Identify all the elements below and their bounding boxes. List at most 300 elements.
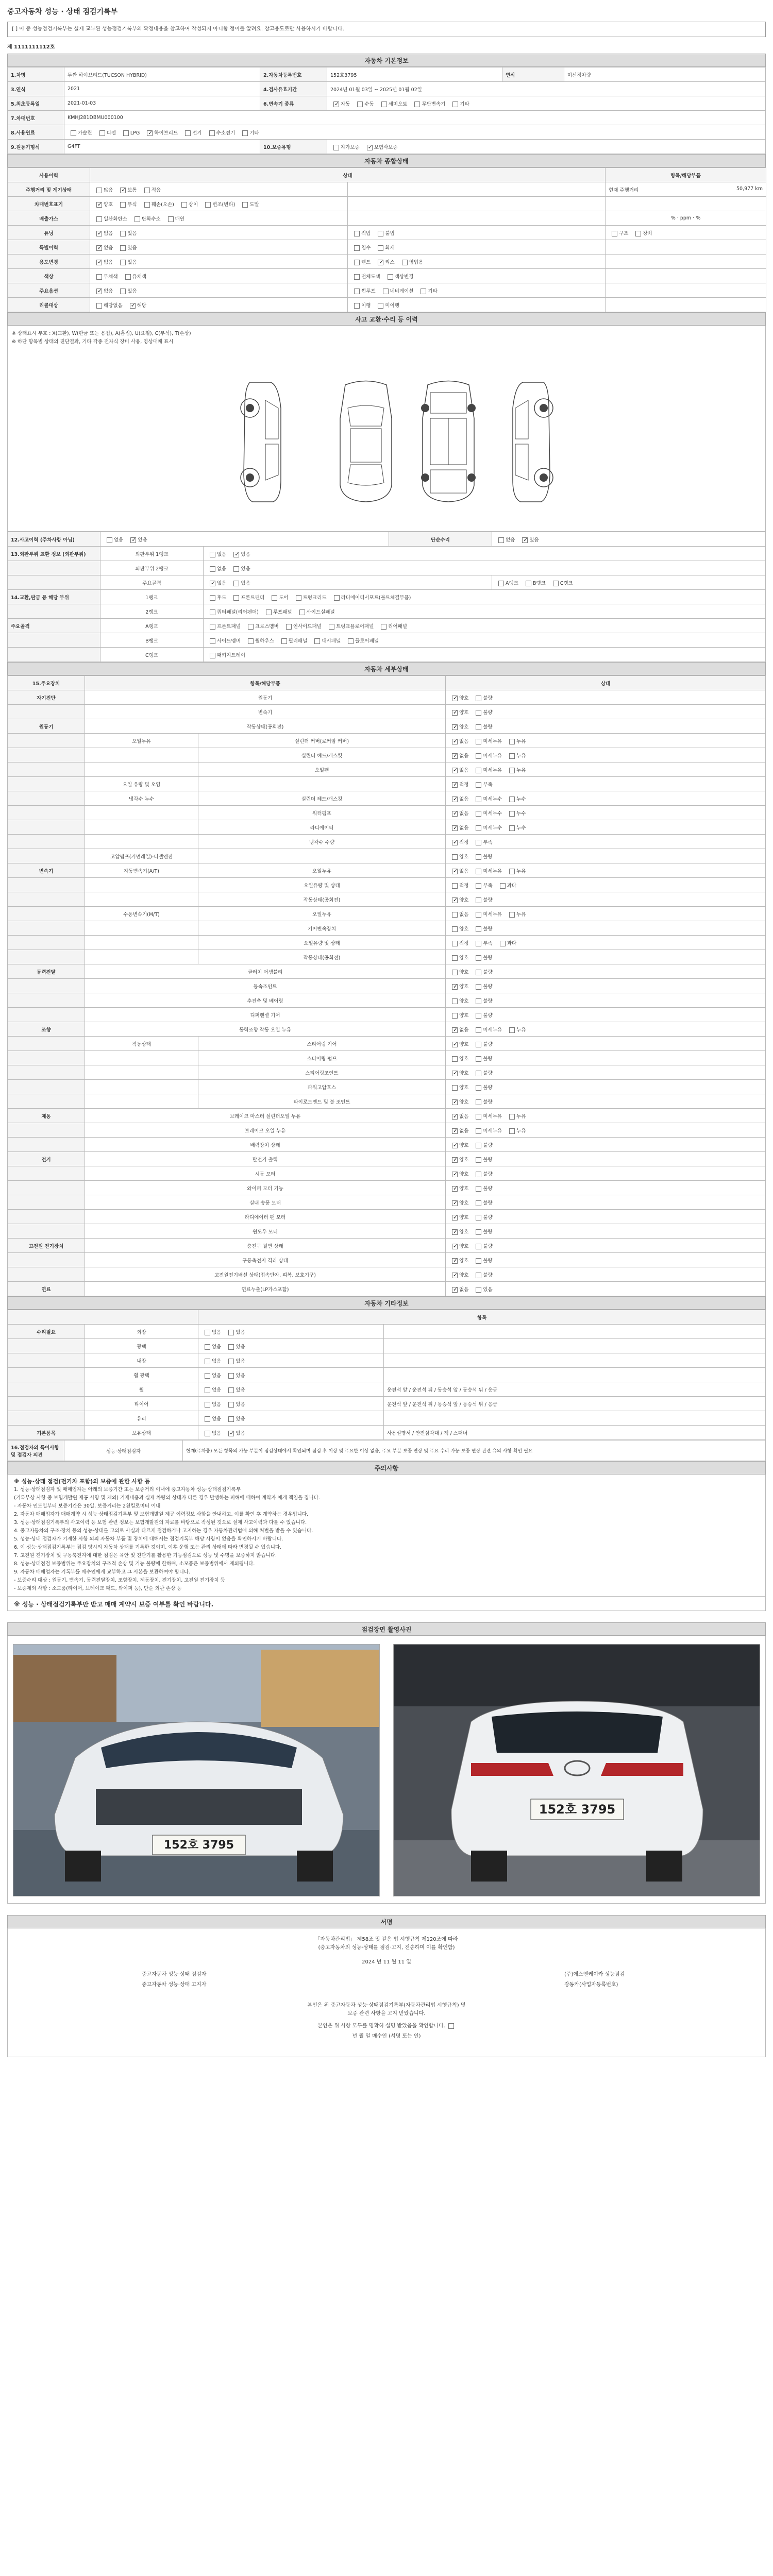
- basic-info-row: [8, 96, 766, 111]
- checkbox[interactable]: [120, 188, 126, 193]
- checkbox[interactable]: [248, 624, 254, 630]
- checkbox[interactable]: [123, 130, 129, 136]
- checkbox[interactable]: [452, 825, 458, 831]
- checkbox[interactable]: [205, 1431, 210, 1436]
- detail-options: [446, 964, 766, 979]
- detail-options: [446, 863, 766, 878]
- checkbox[interactable]: [476, 1099, 481, 1105]
- checkbox[interactable]: [120, 260, 126, 265]
- checkbox[interactable]: [509, 768, 515, 773]
- basic-info-row: [8, 67, 766, 82]
- checkbox[interactable]: [476, 1258, 481, 1264]
- checkbox[interactable]: [452, 883, 458, 889]
- option: [449, 1112, 468, 1120]
- checkbox[interactable]: [476, 926, 481, 932]
- checkbox[interactable]: [476, 1128, 481, 1134]
- option-label: 구조: [619, 230, 629, 236]
- checkbox[interactable]: [205, 202, 211, 208]
- option: [449, 752, 468, 759]
- checkbox[interactable]: [354, 260, 360, 265]
- checkbox[interactable]: [509, 753, 515, 759]
- checkbox[interactable]: [181, 202, 187, 208]
- checkbox[interactable]: [452, 1071, 458, 1076]
- option: [207, 622, 241, 630]
- checkbox[interactable]: [452, 1114, 458, 1120]
- accident-row: [8, 619, 766, 633]
- checkbox[interactable]: [96, 202, 102, 208]
- checkbox[interactable]: [476, 811, 481, 817]
- checkbox[interactable]: [228, 1359, 234, 1364]
- checkbox[interactable]: [354, 289, 360, 294]
- checkbox[interactable]: [452, 796, 458, 802]
- checkbox[interactable]: [476, 1042, 481, 1047]
- checkbox[interactable]: [452, 1013, 458, 1019]
- checkbox[interactable]: [421, 289, 426, 294]
- checkbox[interactable]: [509, 1114, 515, 1120]
- checkbox[interactable]: [476, 1186, 481, 1192]
- other-group: [8, 1411, 85, 1426]
- option: [207, 594, 226, 601]
- buyer-sign-line[interactable]: 년 월 일 매수인 (서명 또는 인): [352, 2033, 421, 2039]
- checkbox[interactable]: [378, 231, 383, 236]
- checkbox[interactable]: [452, 840, 458, 845]
- checkbox[interactable]: [476, 782, 481, 788]
- checkbox[interactable]: [388, 274, 393, 280]
- option-label: 양호: [459, 1272, 469, 1278]
- checkbox[interactable]: [367, 145, 373, 150]
- checkbox[interactable]: [509, 825, 515, 831]
- checkbox[interactable]: [476, 753, 481, 759]
- detail-row: [8, 705, 766, 719]
- checkbox[interactable]: [452, 1229, 458, 1235]
- checkbox[interactable]: [205, 1344, 210, 1350]
- checkbox[interactable]: [210, 638, 215, 644]
- detail-options: [446, 1282, 766, 1296]
- checkbox[interactable]: [381, 101, 387, 107]
- checkbox[interactable]: [381, 624, 386, 630]
- checkbox[interactable]: [452, 710, 458, 716]
- checkbox[interactable]: [476, 724, 481, 730]
- checkbox[interactable]: [233, 566, 239, 572]
- checkbox[interactable]: [452, 1287, 458, 1293]
- checkbox[interactable]: [228, 1431, 234, 1436]
- checkbox[interactable]: [452, 1186, 458, 1192]
- checkbox[interactable]: [452, 941, 458, 946]
- checkbox[interactable]: [120, 231, 126, 236]
- checkbox[interactable]: [144, 202, 150, 208]
- checkbox[interactable]: [96, 188, 102, 193]
- checkbox[interactable]: [452, 854, 458, 860]
- checkbox[interactable]: [210, 581, 215, 586]
- checkbox[interactable]: [209, 130, 215, 136]
- checkbox[interactable]: [509, 869, 515, 874]
- checkbox[interactable]: [281, 638, 287, 644]
- status-options: [90, 255, 348, 269]
- checkbox[interactable]: [96, 245, 102, 251]
- detail-subgroup: 오일 유량 및 오염: [85, 777, 198, 791]
- checkbox[interactable]: [205, 1330, 210, 1335]
- option: [506, 737, 526, 744]
- option: [506, 752, 526, 759]
- checkbox[interactable]: [476, 854, 481, 860]
- checkbox[interactable]: [526, 581, 531, 586]
- detail-status-header: [8, 676, 766, 690]
- checkbox[interactable]: [476, 1071, 481, 1076]
- checkbox[interactable]: [120, 245, 126, 251]
- checkbox[interactable]: [205, 1387, 210, 1393]
- option: [230, 565, 250, 572]
- checkbox[interactable]: [452, 1085, 458, 1091]
- option-label: 양호: [459, 1041, 469, 1047]
- other-item: 휠 광택: [85, 1368, 198, 1382]
- detail-options: [446, 1051, 766, 1065]
- checkbox[interactable]: [498, 581, 504, 586]
- checkbox[interactable]: [452, 912, 458, 918]
- option: [207, 550, 226, 557]
- checkbox[interactable]: [476, 796, 481, 802]
- checkbox[interactable]: [509, 739, 515, 744]
- detail-row: [8, 936, 766, 950]
- checkbox[interactable]: [334, 595, 340, 601]
- status-options-3: [606, 226, 766, 240]
- detail-options: [446, 979, 766, 993]
- detail-item: 브레이크 오일 누유: [85, 1123, 446, 1138]
- checkbox[interactable]: [296, 595, 301, 601]
- checkbox[interactable]: [452, 696, 458, 701]
- option: [127, 536, 147, 543]
- checkbox[interactable]: [144, 188, 150, 193]
- checkbox[interactable]: [476, 998, 481, 1004]
- checkbox[interactable]: [96, 216, 102, 222]
- other-info-row: [8, 1353, 766, 1368]
- checkbox[interactable]: [228, 1330, 234, 1335]
- checkbox[interactable]: [348, 638, 354, 644]
- checkbox[interactable]: [452, 970, 458, 975]
- checkbox[interactable]: [476, 710, 481, 716]
- checkbox[interactable]: [522, 537, 528, 543]
- checkbox[interactable]: [228, 1402, 234, 1408]
- checkbox[interactable]: [168, 216, 174, 222]
- checkbox[interactable]: [96, 289, 102, 294]
- detail-subgroup: 작동상태: [85, 1037, 198, 1051]
- checkbox[interactable]: [452, 926, 458, 932]
- checkbox[interactable]: [233, 595, 239, 601]
- option-label: 부족: [483, 839, 493, 845]
- checkbox[interactable]: [612, 231, 617, 236]
- checkbox[interactable]: [452, 1157, 458, 1163]
- option-label: 대시패널: [322, 638, 341, 644]
- checkbox[interactable]: [147, 130, 153, 136]
- detail-row: [8, 1267, 766, 1282]
- option: [96, 129, 116, 136]
- option: [473, 1257, 492, 1264]
- checkbox[interactable]: [452, 1027, 458, 1033]
- option: [206, 129, 236, 136]
- checkbox[interactable]: [476, 869, 481, 874]
- checkbox[interactable]: [498, 537, 504, 543]
- checkbox[interactable]: [452, 984, 458, 990]
- checkbox[interactable]: [476, 1287, 481, 1293]
- checkbox[interactable]: [509, 1027, 515, 1033]
- checkbox[interactable]: [299, 609, 305, 615]
- option-label: 적정: [459, 839, 469, 845]
- caution-line: - 보증수리 대상 : 원동기, 변속기, 동력전달장치, 조향장치, 제동장치, 전기장치, 고전원 전기장치 등: [14, 1578, 225, 1583]
- checkbox[interactable]: [107, 537, 112, 543]
- detail-item: 실내 송풍 모터: [85, 1195, 446, 1210]
- option-label: 없음: [459, 810, 469, 817]
- checkbox[interactable]: [476, 883, 481, 889]
- checkbox[interactable]: [509, 1128, 515, 1134]
- checkbox[interactable]: [452, 811, 458, 817]
- checkbox[interactable]: [452, 101, 458, 107]
- checkbox[interactable]: [476, 1085, 481, 1091]
- checkbox[interactable]: [476, 984, 481, 990]
- checkbox[interactable]: [452, 998, 458, 1004]
- checkbox[interactable]: [228, 1387, 234, 1393]
- accident-label: [8, 604, 100, 619]
- checkbox[interactable]: [452, 1099, 458, 1105]
- confirm-checkbox[interactable]: [448, 2023, 454, 2029]
- checkbox[interactable]: [476, 970, 481, 975]
- checkbox[interactable]: [476, 1143, 481, 1148]
- checkbox[interactable]: [120, 289, 126, 294]
- checkbox[interactable]: [135, 216, 140, 222]
- option: [201, 1357, 221, 1364]
- option: [93, 215, 127, 222]
- checkbox[interactable]: [120, 202, 126, 208]
- checkbox[interactable]: [476, 696, 481, 701]
- checkbox[interactable]: [476, 941, 481, 946]
- checkbox[interactable]: [476, 768, 481, 773]
- checkbox[interactable]: [509, 811, 515, 817]
- accident-label: 14.교환,판금 등 해당 부위: [8, 590, 100, 604]
- option-label: 영업용: [409, 259, 424, 265]
- checkbox[interactable]: [378, 303, 383, 309]
- checkbox[interactable]: [452, 782, 458, 788]
- checkbox[interactable]: [452, 1042, 458, 1047]
- option-label: 없음: [459, 796, 469, 802]
- other-item: 외장: [85, 1325, 198, 1339]
- checkbox[interactable]: [476, 1244, 481, 1249]
- option: [506, 867, 526, 874]
- checkbox[interactable]: [233, 552, 239, 557]
- accident-row: [8, 633, 766, 648]
- checkbox[interactable]: [476, 1027, 481, 1033]
- checkbox[interactable]: [125, 274, 131, 280]
- option: [131, 215, 161, 222]
- checkbox[interactable]: [99, 130, 105, 136]
- option: [178, 200, 198, 208]
- checkbox[interactable]: [476, 840, 481, 845]
- option: [225, 1357, 245, 1364]
- option: [230, 550, 250, 557]
- checkbox[interactable]: [205, 1416, 210, 1422]
- checkbox[interactable]: [452, 1143, 458, 1148]
- checkbox[interactable]: [452, 739, 458, 744]
- checkbox[interactable]: [71, 130, 76, 136]
- checkbox[interactable]: [228, 1344, 234, 1350]
- checkbox[interactable]: [476, 825, 481, 831]
- confirm-line-3: [8, 2021, 765, 2029]
- checkbox[interactable]: [228, 1416, 234, 1422]
- checkbox[interactable]: [314, 638, 320, 644]
- checkbox[interactable]: [635, 231, 641, 236]
- checkbox[interactable]: [452, 1215, 458, 1221]
- checkbox[interactable]: [233, 581, 239, 586]
- checkbox[interactable]: [452, 753, 458, 759]
- emission-units: % · ppm · %: [606, 211, 766, 226]
- checkbox[interactable]: [452, 1128, 458, 1134]
- detail-subgroup: [85, 1080, 198, 1094]
- option-label: 기타: [249, 130, 259, 136]
- checkbox[interactable]: [476, 1114, 481, 1120]
- option: [449, 838, 468, 845]
- option-label: 있음: [236, 1430, 245, 1436]
- checkbox[interactable]: [242, 202, 248, 208]
- checkbox[interactable]: [333, 145, 339, 150]
- checkbox[interactable]: [272, 595, 277, 601]
- checkbox[interactable]: [242, 130, 248, 136]
- checkbox[interactable]: [185, 130, 191, 136]
- checkbox[interactable]: [476, 955, 481, 961]
- checkbox[interactable]: [509, 912, 515, 918]
- checkbox[interactable]: [452, 1056, 458, 1062]
- option-label: 없음: [212, 1401, 222, 1408]
- checkbox[interactable]: [210, 595, 215, 601]
- checkbox[interactable]: [553, 581, 559, 586]
- checkbox[interactable]: [286, 624, 292, 630]
- option-label: 불량: [483, 926, 493, 932]
- checkbox[interactable]: [354, 274, 360, 280]
- detail-item: 라디에이터: [198, 820, 446, 835]
- option-label: 색상변경: [394, 274, 414, 280]
- other-extra: 사용설명서 / 안전삼각대 / 잭 / 스패너: [384, 1426, 766, 1440]
- checkbox[interactable]: [329, 624, 334, 630]
- checkbox[interactable]: [452, 1200, 458, 1206]
- option: [632, 229, 652, 236]
- checkbox[interactable]: [96, 231, 102, 236]
- checkbox[interactable]: [476, 1229, 481, 1235]
- checkbox[interactable]: [96, 303, 102, 309]
- other-info-header: [8, 1310, 766, 1325]
- checkbox[interactable]: [452, 869, 458, 874]
- checkbox[interactable]: [130, 537, 136, 543]
- checkbox[interactable]: [509, 796, 515, 802]
- checkbox[interactable]: [210, 609, 215, 615]
- checkbox[interactable]: [476, 912, 481, 918]
- checkbox[interactable]: [476, 1157, 481, 1163]
- accident-options: [204, 633, 766, 648]
- checkbox[interactable]: [452, 724, 458, 730]
- checkbox[interactable]: [500, 941, 506, 946]
- checkbox[interactable]: [452, 1258, 458, 1264]
- checkbox[interactable]: [476, 739, 481, 744]
- checkbox[interactable]: [452, 1244, 458, 1249]
- option-label: 상이: [188, 201, 198, 208]
- checkbox[interactable]: [476, 897, 481, 903]
- checkbox[interactable]: [452, 1273, 458, 1278]
- option: [473, 723, 492, 730]
- option-label: 적법: [361, 230, 371, 236]
- checkbox[interactable]: [452, 897, 458, 903]
- status-label: 특별이력: [8, 240, 90, 255]
- accident-row: [8, 532, 766, 547]
- checkbox[interactable]: [210, 624, 215, 630]
- option-label: B랭크: [532, 580, 546, 586]
- checkbox[interactable]: [205, 1402, 210, 1408]
- checkbox[interactable]: [130, 303, 136, 309]
- checkbox[interactable]: [414, 101, 420, 107]
- status-label: 배출가스: [8, 211, 90, 226]
- checkbox[interactable]: [354, 231, 360, 236]
- checkbox[interactable]: [248, 638, 254, 644]
- option: [293, 594, 327, 601]
- status-label: 차대번호표기: [8, 197, 90, 211]
- checkbox[interactable]: [354, 245, 360, 251]
- detail-group: [8, 1267, 85, 1282]
- checkbox[interactable]: [476, 1056, 481, 1062]
- detail-item: 원동기: [85, 690, 446, 705]
- car-side-right-icon: [497, 377, 564, 506]
- detail-options: [446, 1138, 766, 1152]
- option-label: 누수: [516, 810, 526, 817]
- front-plate-text: 152호 3795: [163, 1839, 234, 1852]
- checkbox[interactable]: [476, 1273, 481, 1278]
- checkbox[interactable]: [476, 1172, 481, 1177]
- checkbox[interactable]: [378, 245, 383, 251]
- checkbox[interactable]: [354, 303, 360, 309]
- checkbox[interactable]: [452, 955, 458, 961]
- checkbox[interactable]: [402, 260, 408, 265]
- option: [296, 608, 335, 615]
- checkbox[interactable]: [210, 552, 215, 557]
- option-label: 양호: [459, 1243, 469, 1249]
- option: [141, 200, 174, 208]
- detail-subgroup: [85, 1065, 198, 1080]
- caution-line: 1. 성능·상태점검자 및 매매업자는 아래의 보증기간 또는 보증거리 이내에 중고자동차 성능·상태점검기록부: [14, 1487, 241, 1493]
- checkbox[interactable]: [210, 566, 215, 572]
- checkbox[interactable]: [476, 1200, 481, 1206]
- checkbox[interactable]: [357, 101, 363, 107]
- checkbox[interactable]: [96, 274, 102, 280]
- option: [609, 229, 628, 236]
- checkbox[interactable]: [333, 101, 339, 107]
- option: [201, 1343, 221, 1350]
- option: [473, 896, 492, 903]
- checkbox[interactable]: [205, 1373, 210, 1379]
- detail-subgroup: [85, 1051, 198, 1065]
- option: [473, 997, 492, 1004]
- checkbox[interactable]: [210, 653, 215, 658]
- detail-group: [8, 936, 85, 950]
- checkbox[interactable]: [452, 1172, 458, 1177]
- option: [225, 1371, 245, 1379]
- checkbox[interactable]: [476, 1215, 481, 1221]
- checkbox[interactable]: [96, 260, 102, 265]
- checkbox[interactable]: [378, 260, 383, 265]
- checkbox[interactable]: [500, 883, 506, 889]
- checkbox[interactable]: [383, 289, 389, 294]
- option: [417, 287, 437, 294]
- checkbox[interactable]: [205, 1359, 210, 1364]
- checkbox[interactable]: [266, 609, 272, 615]
- checkbox[interactable]: [476, 1013, 481, 1019]
- accident-options-2: [492, 575, 766, 590]
- checkbox[interactable]: [228, 1373, 234, 1379]
- option: [378, 100, 408, 107]
- caution-footer: ※ 성능 · 상태점검기록부만 받고 매매 계약시 보증 여부를 확인 바랍니다.: [7, 1597, 766, 1611]
- checkbox[interactable]: [452, 768, 458, 773]
